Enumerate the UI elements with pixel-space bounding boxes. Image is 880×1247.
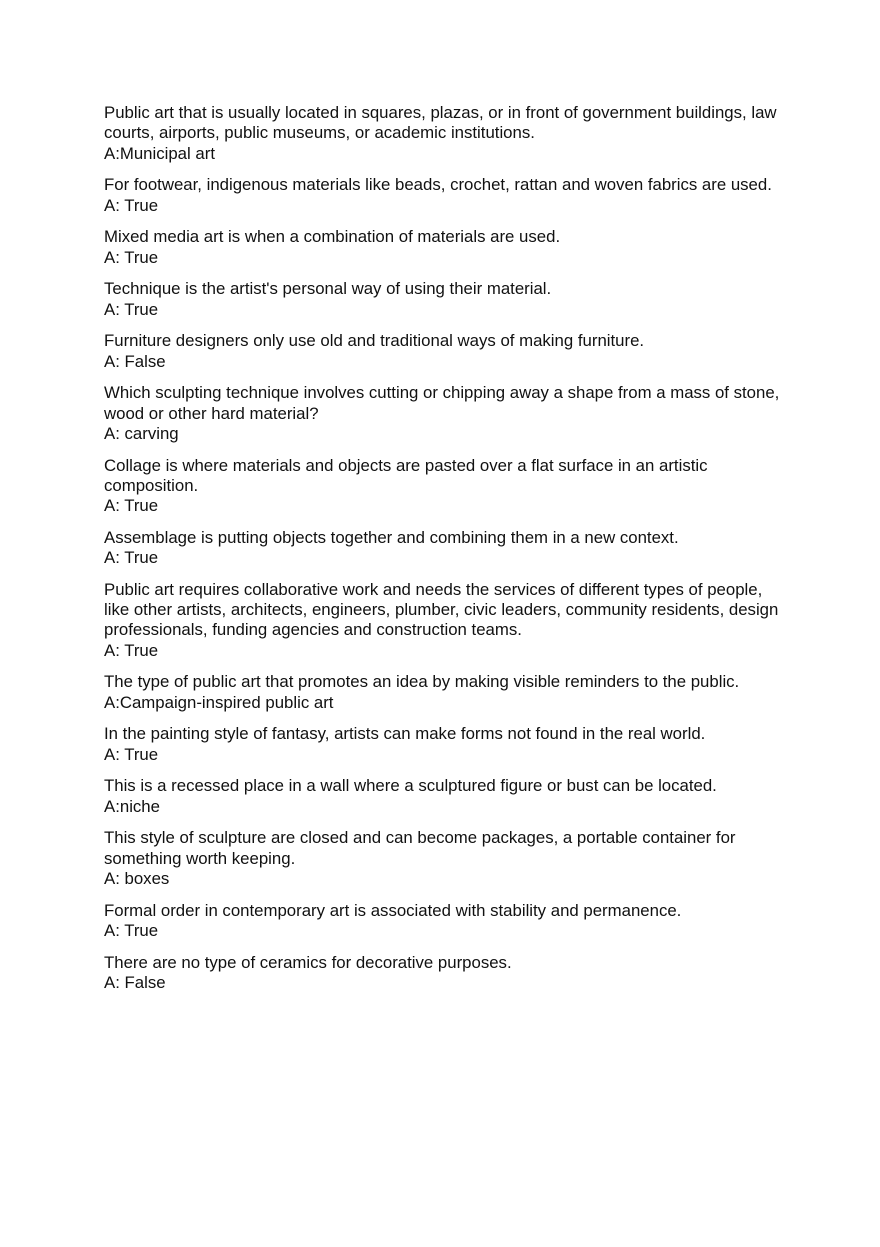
qa-item-8 [104,528,784,569]
answer-text: A:Campaign-inspired public art [104,692,334,712]
answer-text: A: True [104,920,159,940]
qa-item-11 [104,724,784,765]
question-text: This style of sculpture are closed and can become packages, a portable container for something worth keeping. [104,828,736,868]
question-text: Public art that is usually located in squares, plazas, or in front of government buildings, law courts, airports, public museums, or academic institutions. [104,103,777,143]
question-text: This is a recessed place in a wall where a sculptured figure or bust can be located. [104,776,717,796]
answer-text: A: False [104,972,166,992]
question-text: Formal order in contemporary art is associated with stability and permanence. [104,900,682,920]
question-text: Furniture designers only use old and traditional ways of making furniture. [104,331,645,351]
answer-text: A: True [104,195,159,215]
question-text: Public art requires collaborative work and needs the services of different types of people, like other artists, architects, engineers, plumber, civic leaders, community residents, design professionals, funding agencies and construction teams. [104,579,779,640]
answer-text: A: True [104,744,159,764]
answer-text: A: carving [104,423,179,443]
qa-item-12 [104,776,784,817]
qa-item-1 [104,103,784,164]
qa-item-15 [104,953,784,994]
qa-item-10 [104,672,784,713]
question-text: Which sculpting technique involves cutting or chipping away a shape from a mass of stone, wood or other hard material? [104,383,780,423]
qa-item-5 [104,331,784,372]
answer-text: A: True [104,299,159,319]
qa-item-9 [104,580,784,661]
answer-text: A: True [104,247,159,267]
question-text: Mixed media art is when a combination of materials are used. [104,227,561,247]
answer-text: A: True [104,548,159,568]
answer-text: A:Municipal art [104,143,215,163]
qa-item-14 [104,901,784,942]
qa-item-7 [104,456,784,517]
qa-item-13 [104,828,784,889]
question-text: Assemblage is putting objects together and combining them in a new context. [104,527,679,547]
answer-text: A: True [104,496,159,516]
answer-text: A: True [104,640,159,660]
question-text: There are no type of ceramics for decorative purposes. [104,952,512,972]
question-text: The type of public art that promotes an idea by making visible reminders to the public. [104,672,740,692]
question-text: In the painting style of fantasy, artists can make forms not found in the real world. [104,724,706,744]
qa-item-3 [104,227,784,268]
answer-text: A: False [104,351,166,371]
answer-text: A:niche [104,796,160,816]
qa-item-6 [104,383,784,444]
qa-item-2 [104,175,784,216]
question-text: Technique is the artist's personal way of using their material. [104,279,552,299]
answer-text: A: boxes [104,868,170,888]
question-text: For footwear, indigenous materials like beads, crochet, rattan and woven fabrics are used. [104,175,772,195]
question-answer-list [104,103,784,1005]
qa-item-4 [104,279,784,320]
question-text: Collage is where materials and objects are pasted over a flat surface in an artistic composition. [104,455,708,495]
